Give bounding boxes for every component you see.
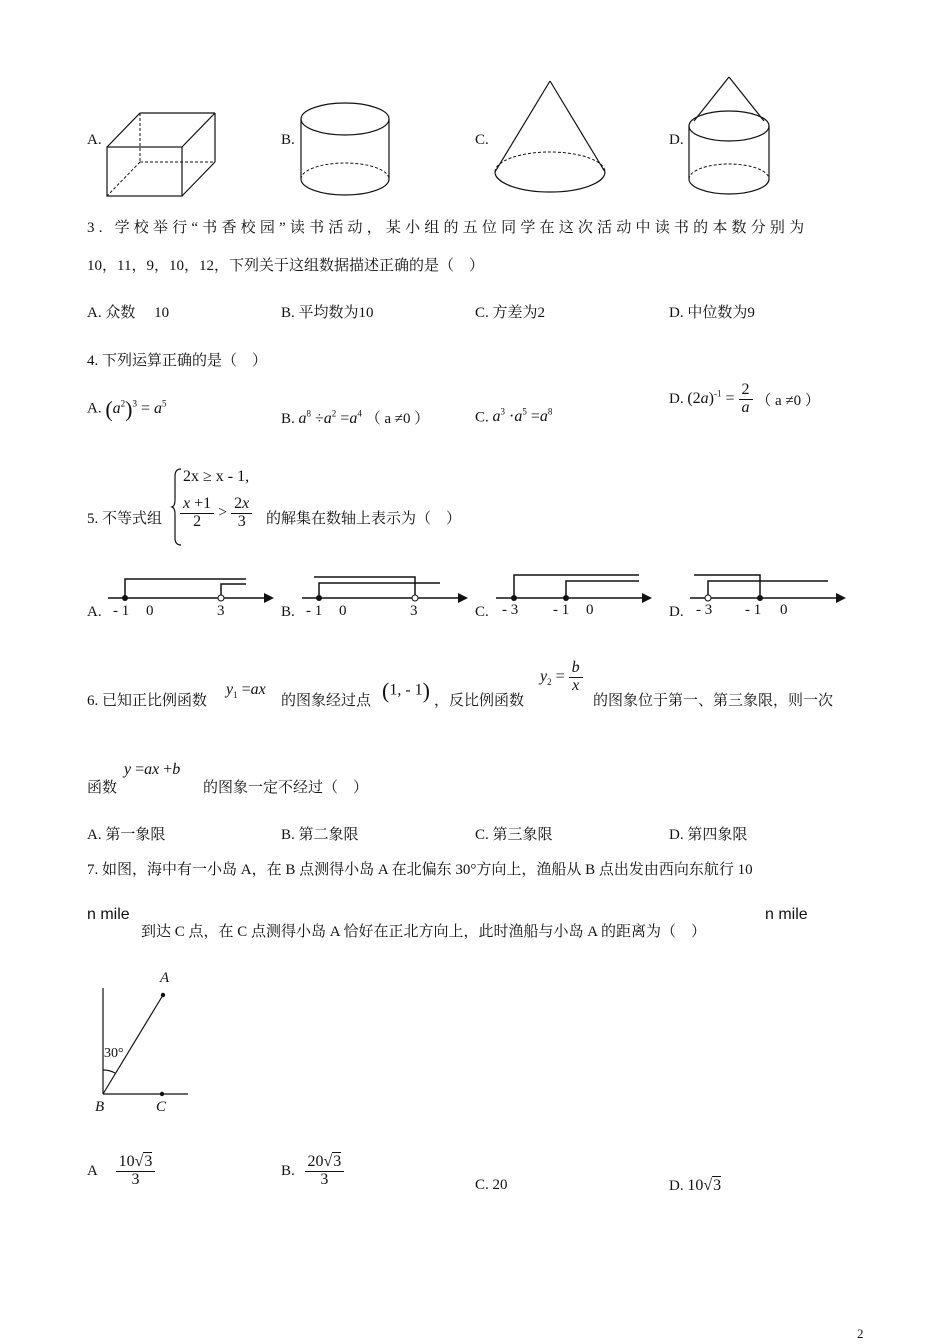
q4-option-a[interactable]: A. $(a^2)^3 = a^5$ — [87, 396, 167, 421]
q5-option-d-numberline[interactable] — [688, 574, 848, 602]
q5-option-b-label: B. — [281, 604, 295, 620]
q4-option-d-condition: （ a ≠0 ） — [756, 392, 820, 409]
q6-formula-line: y =ax +b — [124, 761, 181, 778]
q6-text-1: 6. 已知正比例函数 — [87, 693, 208, 709]
q4-stem: 4. 下列运算正确的是（ ） — [87, 353, 268, 369]
q6-option-c[interactable]: C. 第三象限 — [475, 827, 553, 843]
q3-option-b[interactable]: B. 平均数为10 — [281, 305, 374, 321]
q5-b-tick-3: 3 — [410, 603, 418, 619]
q2-option-c-label: C. — [475, 132, 489, 148]
q2-option-d-label: D. — [669, 132, 684, 148]
q7-line2: 到达 C 点，在 C 点测得小岛 A 恰好在正北方向上，此时渔船与小岛 A 的距离为（ ） — [141, 924, 707, 940]
q5-d-tick-0: 0 — [780, 602, 788, 618]
q4-option-b-condition: （ a ≠0 ） — [365, 411, 430, 427]
q2-cone-cylinder-figure — [688, 76, 770, 196]
q4-option-b[interactable]: B. $a^8 \div a^2 =a^4$ （ a ≠0 ） — [281, 408, 430, 427]
q4-option-c-formula: $a^3 \cdot a^5 =a^8$ — [492, 407, 553, 426]
q6-formula-y1: $y_1 =ax$ — [226, 681, 266, 701]
q5-inequality-2: $\frac{x +1}{2}$ > $\frac{2x}{3}$ — [180, 496, 252, 531]
q2-option-a-label: A. — [87, 132, 102, 148]
q4-option-d-formula: $(2a)^{-1}$ = $\frac{2}{a}$ — [687, 390, 752, 407]
q4-option-a-formula: $(a^2)^3 = a^5$ — [105, 396, 167, 421]
q5-option-b-numberline[interactable] — [300, 576, 470, 602]
q4-option-c[interactable]: C. $a^3 \cdot a^5 =a^8$ — [475, 407, 553, 426]
q5-inequality-1: 2x ≥ x - 1, — [183, 468, 250, 485]
q6-option-d[interactable]: D. 第四象限 — [669, 827, 748, 843]
q5-c-tick-0: 0 — [586, 602, 594, 618]
q3-stem-line1: 3. 学校举行“书香校园”读书活动，某小组的五位同学在这次活动中读书的本数分别为 — [87, 220, 809, 236]
q6-text-2: 的图象经过点 — [281, 693, 372, 709]
q2-cone-figure — [493, 80, 607, 198]
q7-fig-label-c: C — [156, 1099, 167, 1115]
q5-d-tick-neg1: - 1 — [745, 602, 762, 618]
q5-stem-suffix: 的解集在数轴上表示为（ ） — [266, 511, 462, 527]
q5-a-tick-neg1: - 1 — [113, 603, 130, 619]
q6-option-b[interactable]: B. 第二象限 — [281, 827, 359, 843]
q5-a-tick-3: 3 — [217, 603, 225, 619]
q5-option-a-label: A. — [87, 604, 102, 620]
q3-option-a[interactable]: A. 众数 10 — [87, 305, 170, 321]
q6-point: (1, - 1) — [382, 678, 430, 703]
q5-a-tick-0: 0 — [146, 603, 154, 619]
q6-text-4: 的图象位于第一、第三象限，则一次 — [593, 693, 834, 709]
q7-option-c[interactable]: C. 20 — [475, 1177, 508, 1193]
q6-text-6: 的图象一定不经过（ ） — [203, 780, 369, 796]
q6-option-a[interactable]: A. 第一象限 — [87, 827, 166, 843]
q6-text-5: 函数 — [87, 780, 118, 796]
q7-option-d[interactable]: D. 10√3 — [669, 1177, 722, 1194]
q5-d-tick-neg3: - 3 — [696, 602, 713, 618]
page-number: 2 — [857, 1326, 864, 1341]
q7-unit-2: n mile — [765, 906, 808, 923]
q2-prism-figure — [106, 112, 218, 198]
q7-fig-angle: 30° — [104, 1046, 124, 1061]
q5-c-tick-neg1: - 1 — [553, 602, 570, 618]
q2-cylinder-figure — [300, 102, 392, 198]
q7-option-a[interactable]: A $\frac{10√3}{3}$ — [87, 1154, 155, 1189]
q5-stem-prefix: 5. 不等式组 — [87, 511, 163, 527]
q5-option-c-label: C. — [475, 604, 489, 620]
q7-fig-label-a: A — [160, 970, 170, 986]
q4-option-b-formula: $a^8 \div a^2 =a^4$ — [298, 408, 362, 427]
q5-option-c-numberline[interactable] — [494, 574, 654, 602]
q3-stem-line2: 10，11，9，10，12，下列关于这组数据描述正确的是（ ） — [87, 258, 484, 274]
q3-option-d[interactable]: D. 中位数为9 — [669, 305, 755, 321]
q3-option-c[interactable]: C. 方差为2 — [475, 305, 546, 321]
q7-line1: 7. 如图，海中有一小岛 A，在 B 点测得小岛 A 在北偏东 30°方向上，渔船从 B 点出发由西向东航行 10 — [87, 862, 753, 878]
q5-b-tick-0: 0 — [339, 603, 347, 619]
q7-option-b[interactable]: B. $\frac{20√3}{3}$ — [281, 1154, 344, 1189]
q5-c-tick-neg3: - 3 — [502, 602, 519, 618]
q7-option-a-formula: $\frac{10√3}{3}$ — [116, 1154, 156, 1189]
q7-unit-1: n mile — [87, 906, 130, 923]
q6-text-3: ，反比例函数 — [434, 693, 525, 709]
q5-b-tick-neg1: - 1 — [306, 603, 323, 619]
q7-fig-label-b: B — [95, 1099, 105, 1115]
q2-option-b-label: B. — [281, 132, 295, 148]
q7-figure — [96, 986, 192, 1098]
q7-option-d-formula: 10√3 — [687, 1177, 722, 1194]
q4-option-d[interactable]: D. $(2a)^{-1}$ = $\frac{2}{a}$ （ a ≠0 ） — [669, 381, 820, 416]
q5-option-a-numberline[interactable] — [106, 576, 276, 602]
q7-option-b-formula: $\frac{20√3}{3}$ — [305, 1154, 345, 1189]
q6-formula-y2: $y_2$ = $\frac{b}{x}$ — [540, 660, 583, 695]
q5-option-d-label: D. — [669, 604, 684, 620]
